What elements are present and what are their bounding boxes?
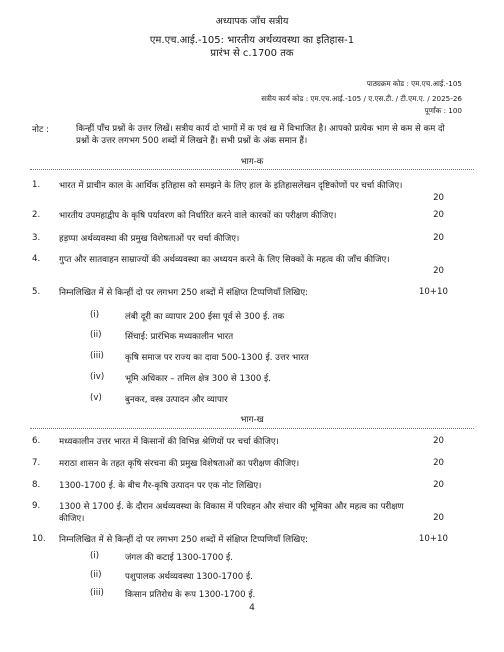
course-title: एम.एच.आई.-105: भारतीय अर्थव्यवस्था का इतिहास-1	[149, 35, 355, 46]
question-text: निम्नलिखित में से किन्हीं दो पर लगभग 250 शब्दों में संक्षिप्त टिप्पणियाँ लिखिए:	[59, 535, 308, 545]
sub-item-number: (i)	[90, 551, 100, 561]
question-text: 1300-1700 ई. के बीच गैर-कृषि उत्पादन पर एक नोट लिखिए।	[59, 481, 262, 491]
question-text: निम्नलिखित में से किन्हीं दो पर लगभग 250 शब्दों में संक्षिप्त टिप्पणियाँ लिखिए:	[59, 288, 308, 298]
section-b-divider	[30, 428, 474, 429]
note-text: किन्हीं पाँच प्रश्नों के उत्तर लिखें। सत्रीय कार्य दो भागों में क एवं ख में विभाजित है। आपको प्रत्येक भाग से कम से कम दो प्रश्नों के उत्तर लगभग 500 शब्दों में लिखने हैं। सभी प्रश्नों के अंक समान हैं।	[76, 124, 445, 146]
sub-item-number: (iii)	[90, 351, 104, 361]
sub-item-text: लंबी दूरी का व्यापार 200 ईसा पूर्व से 300 ई. तक	[125, 312, 285, 322]
question-marks: 20	[433, 210, 444, 220]
question-number: 8.	[32, 480, 41, 490]
question-number: 5.	[32, 287, 41, 297]
section-a-title: भाग-क	[240, 157, 264, 167]
question-text: गुप्त और सातवाहन साम्राज्यों की अर्थव्यवस्था का अध्ययन करने के लिए सिक्कों के महत्व की जाँच कीजिए।	[59, 255, 390, 265]
page-number: 4	[249, 603, 255, 613]
question-text: हड़प्पा अर्थव्यवस्था की प्रमुख विशेषताओं पर चर्चा कीजिए।	[59, 234, 240, 244]
question-marks: 20	[433, 436, 444, 446]
question-number: 2.	[32, 210, 41, 220]
sub-item-number: (i)	[90, 310, 100, 320]
max-marks: पूर्णांक : 100	[424, 106, 462, 115]
note-label: नोट :	[32, 125, 49, 135]
header-line-1: अध्यापक जाँच सत्रीय	[215, 16, 289, 27]
sub-item-number: (iii)	[90, 588, 104, 598]
question-text: भारतीय उपमहाद्वीप के कृषि पर्यावरण को निर्धारित करने वाले कारकों का परीक्षण कीजिए।	[59, 211, 337, 221]
sub-item-text: सिंचाई: प्रारंभिक मध्यकालीन भारत	[125, 332, 234, 342]
course-subtitle: प्रारंभ से c.1700 तक	[210, 48, 294, 59]
question-marks: 20	[433, 513, 444, 523]
question-number: 6.	[32, 436, 41, 446]
sub-item-number: (iv)	[90, 372, 105, 382]
question-marks: 20	[433, 266, 444, 276]
sub-item-text: भूमि अधिकार – तमिल क्षेत्र 300 से 1300 ई.	[125, 374, 272, 384]
question-marks: 20	[433, 480, 444, 490]
question-text: 1300 से 1700 ई. के दौरान अर्थव्यवस्था के विकास में परिवहन और संचार की भूमिका और महत्व का परीक्षण कीजिए।	[59, 502, 404, 524]
question-marks: 10+10	[418, 287, 448, 297]
sub-item-number: (ii)	[90, 570, 102, 580]
sub-item-text: बुनकर, वस्त्र उत्पादन और व्यापार	[125, 395, 228, 405]
question-number: 9.	[32, 501, 41, 511]
section-b-title: भाग-ख	[240, 415, 264, 425]
question-number: 3.	[32, 233, 41, 243]
question-number: 7.	[32, 458, 41, 468]
question-marks: 20	[433, 193, 444, 203]
sub-item-text: जंगल की कटाई 1300-1700 ई.	[125, 553, 233, 563]
course-code: पाठ्यक्रम कोड : एम.एच.आई.-105	[366, 79, 462, 88]
sub-item-text: पशुपालक अर्थव्यवस्था 1300-1700 ई.	[125, 572, 253, 582]
sub-item-number: (v)	[90, 393, 102, 403]
question-marks: 10+10	[418, 534, 448, 544]
sub-item-number: (ii)	[90, 330, 102, 340]
question-number: 10.	[32, 534, 46, 544]
question-text: मध्यकालीन उत्तर भारत में किसानों की विभिन्न श्रेणियों पर चर्चा कीजिए।	[59, 437, 279, 447]
question-number: 4.	[32, 254, 41, 264]
assignment-code: सत्रीय कार्य कोड : एम.एच.आई.-105 / ए.एस.टी. / टी.एम.ए. / 2025-26	[261, 94, 462, 103]
sub-item-text: किसान प्रतिरोध के रूप 1300-1700 ई.	[125, 590, 256, 600]
question-number: 1.	[32, 180, 41, 190]
question-text: मराठा शासन के तहत कृषि संरचना की प्रमुख विशेषताओं का परीक्षण कीजिए।	[59, 459, 300, 469]
sub-item-text: कृषि समाज पर राज्य का दावा 500-1300 ई. उत्तर भारत	[125, 353, 309, 363]
question-text: भारत में प्राचीन काल के आर्थिक इतिहास को समझने के लिए हाल के इतिहासलेखन दृष्टिकोणों पर चर्चा कीजिए।	[59, 181, 403, 191]
section-a-divider	[30, 169, 474, 170]
question-marks: 20	[433, 458, 444, 468]
question-marks: 20	[433, 233, 444, 243]
